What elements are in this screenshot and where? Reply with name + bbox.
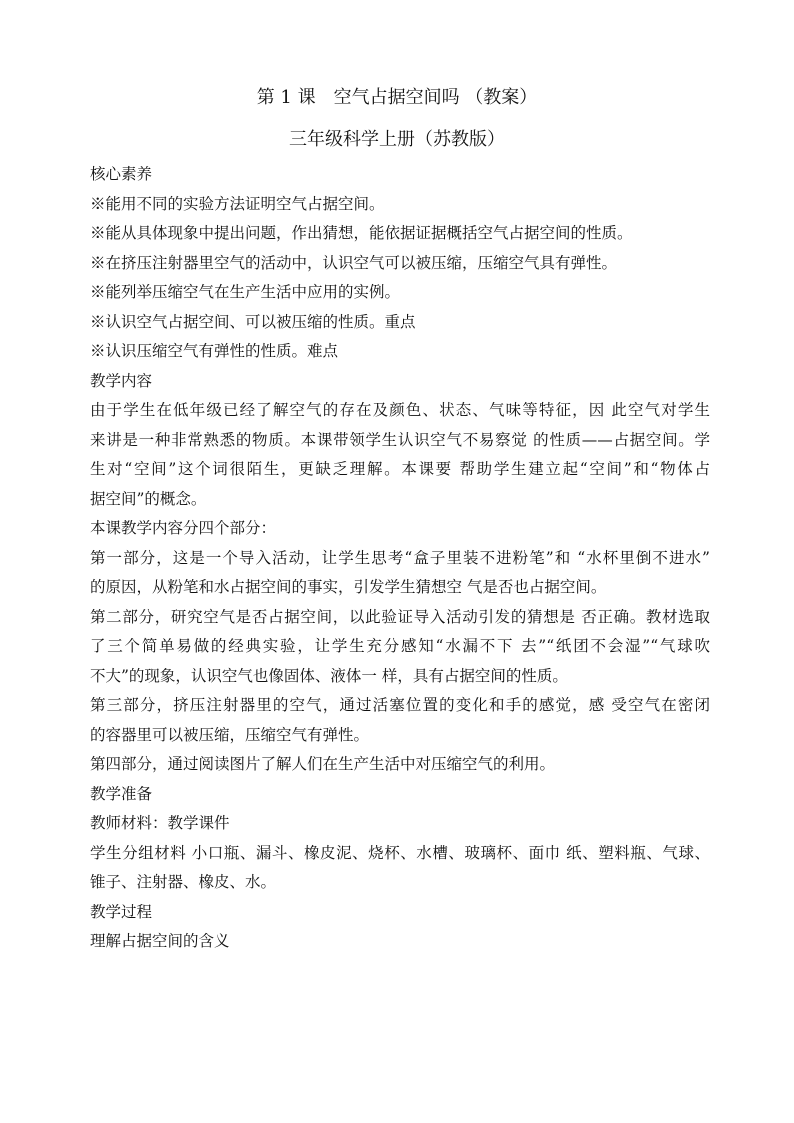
paragraph-line: 由于学生在低年级已经了解空气的存在及颜色、状态、气味等特征，因 此空气对学生 xyxy=(90,401,710,419)
paragraph-line: 来讲是一种非常熟悉的物质。本课带领学生认识空气不易察觉 的性质——占据空间。学 xyxy=(90,430,710,449)
paragraph-line: 的原因，从粉笔和水占据空间的事实，引发学生猜想空 气是否也占据空间。 xyxy=(90,578,607,596)
part-four-paragraph xyxy=(90,750,710,780)
paragraph-line: 锥子、注射器、橡皮、水。 xyxy=(90,873,277,891)
teacher-materials: 教师材料：教学课件 xyxy=(90,814,230,832)
paragraph-line: 的容器里可以被压缩，压缩空气有弹性。 xyxy=(90,725,370,744)
lesson-title: 第 1 课 空气占据空间吗 （教案） xyxy=(256,87,538,108)
paragraph-line: 第四部分，通过阅读图片了解人们在生产生活中对压缩空气的利用。 xyxy=(90,755,556,773)
core-literacy-item: ※认识空气占据空间、可以被压缩的性质。重点 xyxy=(90,312,416,331)
core-literacy-item: ※能从具体现象中提出问题，作出猜想，能依据证据概括空气占据空间的性质。 xyxy=(90,224,633,242)
part-three-paragraph xyxy=(90,691,710,750)
section-heading-teaching-content: 教学内容 xyxy=(90,371,153,390)
section-heading-core-literacy: 核心素养 xyxy=(90,165,153,183)
paragraph-line: 据空间”的概念。 xyxy=(90,489,207,508)
paragraph-line: 第二部分，研究空气是否占据空间，以此验证导入活动引发的猜想是 否正确。教材选取 xyxy=(90,607,710,626)
section-heading-process: 教学过程 xyxy=(90,902,153,921)
process-first-step: 理解占据空间的含义 xyxy=(90,932,230,950)
paragraph-line: 学生分组材料 小口瓶、漏斗、橡皮泥、烧杯、水槽、玻璃杯、面巾 纸、塑料瓶、气球、 xyxy=(90,843,710,862)
parts-intro: 本课教学内容分四个部分： xyxy=(90,519,277,537)
core-literacy-item: ※认识压缩空气有弹性的性质。难点 xyxy=(90,342,339,360)
paragraph-line: 第三部分，挤压注射器里的空气，通过活塞位置的变化和手的感觉，感 受空气在密闭 xyxy=(90,696,710,714)
lesson-subtitle: 三年级科学上册（苏教版） xyxy=(289,129,505,150)
paragraph-line: 不大”的现象，认识空气也像固体、液体一 样，具有占据空间的性质。 xyxy=(90,666,568,685)
section-heading-preparation: 教学准备 xyxy=(90,784,153,803)
teaching-content-intro xyxy=(90,396,710,514)
paragraph-line: 生对“空间”这个词很陌生，更缺乏理解。本课要 帮助学生建立起“空间”和“物体占 xyxy=(90,460,710,478)
paragraph-line: 第一部分，这是一个导入活动，让学生思考“盒子里装不进粉笔”和 “水杯里倒不进水” xyxy=(90,548,710,567)
student-materials xyxy=(90,839,710,898)
part-one-paragraph xyxy=(90,544,710,603)
core-literacy-item: ※在挤压注射器里空气的活动中，认识空气可以被压缩，压缩空气具有弹性。 xyxy=(90,253,618,272)
core-literacy-item: ※能列举压缩空气在生产生活中应用的实例。 xyxy=(90,283,401,301)
document-body xyxy=(90,160,710,957)
core-literacy-item: ※能用不同的实验方法证明空气占据空间。 xyxy=(90,194,385,213)
paragraph-line: 了三个简单易做的经典实验，让学生充分感知“水漏不下 去”“纸团不会湿”“气球吹 xyxy=(90,637,710,655)
part-two-paragraph xyxy=(90,603,710,692)
